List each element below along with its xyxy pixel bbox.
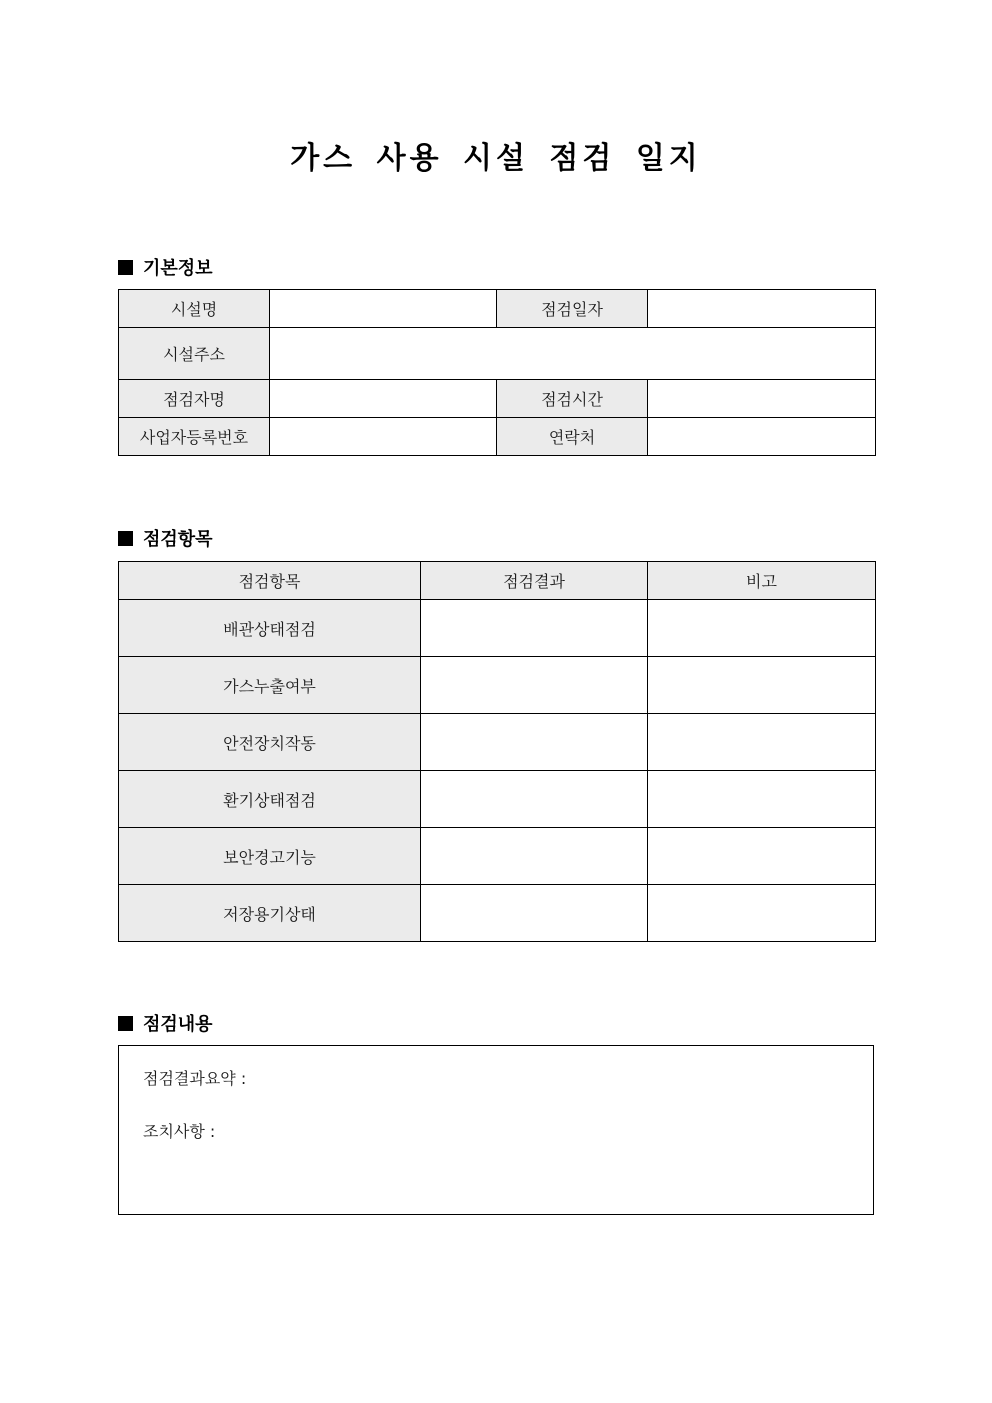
summary-line: [143, 1066, 246, 1089]
inspection-time-field[interactable]: [648, 380, 876, 418]
summary-label: 점검결과요약 :: [143, 1069, 247, 1088]
document-title: 가스 사용 시설 점검 일지: [290, 141, 702, 176]
item-name: 가스누출여부: [119, 657, 421, 714]
remark-field[interactable]: [648, 600, 876, 657]
business-reg-no-field[interactable]: [270, 418, 497, 456]
remark-field[interactable]: [648, 828, 876, 885]
table-row: [119, 828, 876, 885]
result-field[interactable]: [421, 885, 648, 942]
inspection-items-table: [118, 561, 876, 942]
square-bullet-icon: [118, 260, 133, 275]
item-name: 환기상태점검: [119, 771, 421, 828]
item-name: 저장용기상태: [119, 885, 421, 942]
business-reg-no-label: 사업자등록번호: [119, 418, 270, 456]
table-header-row: [119, 562, 876, 600]
inspection-content-box[interactable]: [118, 1045, 874, 1215]
table-row: [119, 600, 876, 657]
inspection-time-label: 점검시간: [497, 380, 648, 418]
table-row: [119, 290, 876, 328]
result-field[interactable]: [421, 771, 648, 828]
facility-name-label: 시설명: [119, 290, 270, 328]
remark-field[interactable]: [648, 714, 876, 771]
table-row: [119, 714, 876, 771]
basic-info-table: [118, 289, 876, 456]
result-field[interactable]: [421, 714, 648, 771]
inspector-name-label: 점검자명: [119, 380, 270, 418]
remark-field[interactable]: [648, 657, 876, 714]
inspection-date-field[interactable]: [648, 290, 876, 328]
inspector-name-field[interactable]: [270, 380, 497, 418]
item-name: 배관상태점검: [119, 600, 421, 657]
table-row: [119, 771, 876, 828]
section-title: 점검내용: [143, 1014, 213, 1035]
table-row: [119, 380, 876, 418]
table-row: [119, 657, 876, 714]
result-field[interactable]: [421, 657, 648, 714]
item-name: 보안경고기능: [119, 828, 421, 885]
inspection-date-label: 점검일자: [497, 290, 648, 328]
action-label: 조치사항 :: [143, 1122, 216, 1141]
result-field[interactable]: [421, 600, 648, 657]
action-line: [143, 1119, 215, 1142]
column-header-item: 점검항목: [119, 562, 421, 600]
contact-label: 연락처: [497, 418, 648, 456]
section-heading-inspection-content: [118, 1010, 213, 1036]
section-heading-inspection-items: [118, 525, 213, 551]
facility-name-field[interactable]: [270, 290, 497, 328]
column-header-remark: 비고: [648, 562, 876, 600]
table-row: [119, 328, 876, 380]
square-bullet-icon: [118, 1016, 133, 1031]
remark-field[interactable]: [648, 885, 876, 942]
square-bullet-icon: [118, 531, 133, 546]
section-heading-basic-info: [118, 254, 213, 280]
facility-address-label: 시설주소: [119, 328, 270, 380]
column-header-result: 점검결과: [421, 562, 648, 600]
table-row: [119, 418, 876, 456]
result-field[interactable]: [421, 828, 648, 885]
contact-field[interactable]: [648, 418, 876, 456]
remark-field[interactable]: [648, 771, 876, 828]
item-name: 안전장치작동: [119, 714, 421, 771]
section-title: 점검항목: [143, 529, 213, 550]
section-title: 기본정보: [143, 258, 213, 279]
facility-address-field[interactable]: [270, 328, 876, 380]
table-row: [119, 885, 876, 942]
